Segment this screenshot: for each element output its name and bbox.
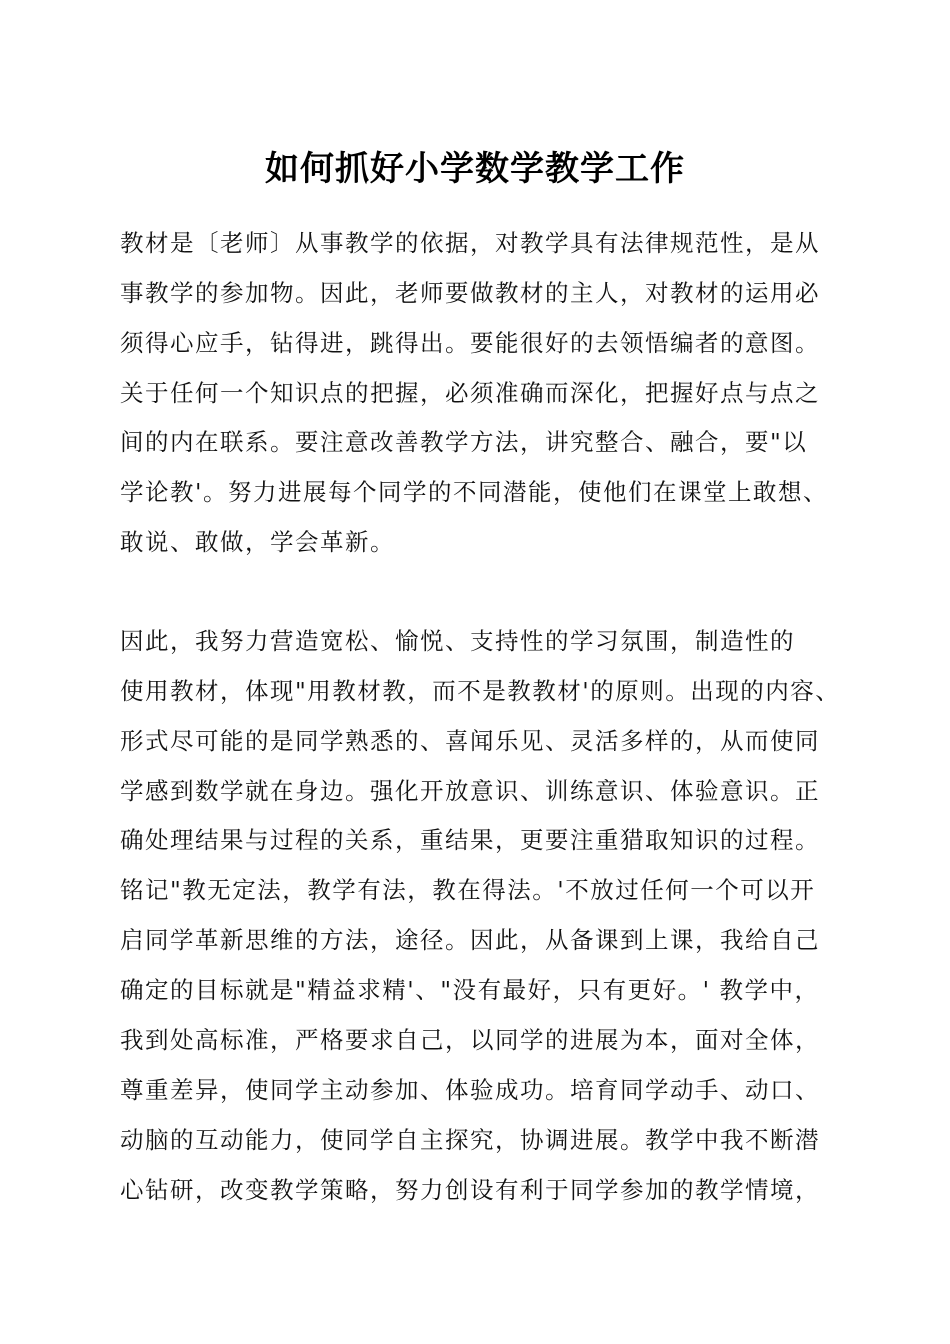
- paragraph-2-line: 尊重差异，使同学主动参加、体验成功。培育同学动手、动口、: [120, 1076, 820, 1104]
- paragraph-2-line: 形式尽可能的是同学熟悉的、喜闻乐见、灵活多样的，从而使同: [120, 727, 820, 755]
- paragraph-2-line: 启同学革新思维的方法，途径。因此，从备课到上课，我给自己: [120, 926, 820, 954]
- paragraph-1-line: 事教学的参加物。因此，老师要做教材的主人，对教材的运用必: [120, 279, 820, 307]
- document-title: 如何抓好小学数学教学工作: [265, 149, 685, 189]
- paragraph-2-line: 动脑的互动能力，使同学自主探究，协调进展。教学中我不断潜: [120, 1126, 820, 1154]
- paragraph-1-line: 间的内在联系。要注意改善教学方法，讲究整合、融合，要"以: [120, 428, 808, 456]
- paragraph-2-line: 确定的目标就是"精益求精'、"没有最好，只有更好。' 教学中，: [120, 976, 820, 1004]
- paragraph-2-line: 确处理结果与过程的关系，重结果，更要注重猎取知识的过程。: [120, 826, 820, 854]
- paragraph-2-line: 铭记"教无定法，教学有法，教在得法。'不放过任何一个可以开: [120, 876, 816, 904]
- paragraph-1-line: 关于任何一个知识点的把握，必须准确而深化，把握好点与点之: [120, 379, 820, 407]
- paragraph-2-line: 因此，我努力营造宽松、愉悦、支持性的学习氛围，制造性的: [120, 627, 795, 655]
- paragraph-1-line: 教材是〔老师〕从事教学的依据，对教学具有法律规范性，是从: [120, 229, 820, 257]
- paragraph-1-line: 须得心应手，钻得进，跳得出。要能很好的去领悟编者的意图。: [120, 329, 820, 357]
- paragraph-2-line: 我到处高标准，严格要求自己，以同学的进展为本，面对全体，: [120, 1026, 820, 1054]
- paragraph-2-line: 心钻研，改变教学策略，努力创设有利于同学参加的教学情境，: [120, 1176, 820, 1204]
- paragraph-2-line: 学感到数学就在身边。强化开放意识、训练意识、体验意识。正: [120, 777, 820, 805]
- paragraph-1-line: 敢说、敢做，学会革新。: [120, 528, 395, 556]
- paragraph-2-line: 使用教材，体现"用教材教，而不是教教材'的原则。出现的内容、: [120, 677, 841, 705]
- paragraph-1-line: 学论教'。努力进展每个同学的不同潜能，使他们在课堂上敢想、: [120, 478, 828, 506]
